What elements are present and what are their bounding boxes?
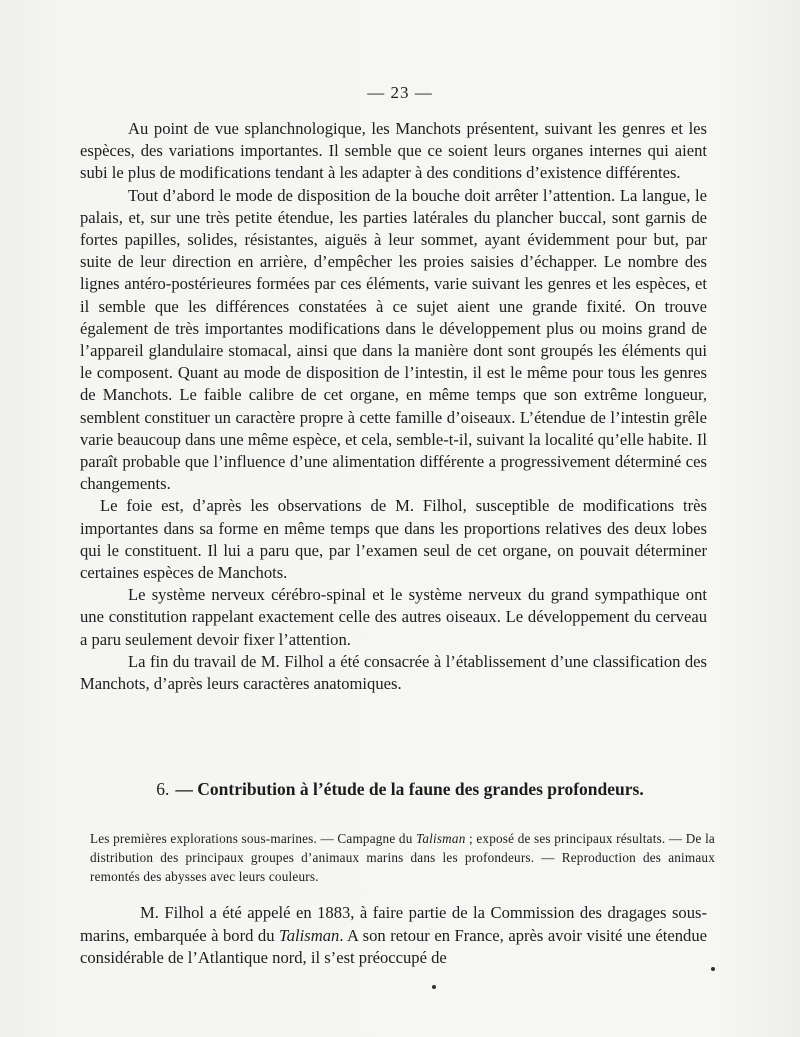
print-speck bbox=[432, 985, 436, 989]
section-summary bbox=[90, 829, 715, 886]
summary-paragraph bbox=[90, 829, 715, 886]
section-title: — Contribution à l’étude de la faune des grandes profondeurs. bbox=[175, 779, 644, 799]
closing-text-2: . A son retour en France, après avoir visité une étendue considérable de l’Atlantique nord, il s’est préoccupé de bbox=[80, 925, 707, 968]
summary-text-2: ; exposé de ses principaux résultats. — De la distribution des principaux groupes d’animaux marins dans les profondeurs. — Reproduction des animaux remontés des abysses avec leurs couleurs. bbox=[90, 831, 715, 884]
section-number: 6. bbox=[156, 779, 170, 799]
section-heading bbox=[0, 779, 800, 800]
page-number: — 23 — bbox=[367, 83, 433, 102]
paragraph: Le système nerveux cérébro-spinal et le système nerveux du grand sympathique ont une constitution rappelant exactement celle des autres oiseaux. Le développement du cerveau a paru seulement devoir fixer l’attention. bbox=[80, 585, 707, 649]
closing-text bbox=[80, 902, 707, 970]
paragraph: Tout d’abord le mode de disposition de la bouche doit arrêter l’attention. La langue, le palais, et, sur une très petite étendue, les parties latérales du plancher buccal, sont garnis de fortes papilles, solides, résistantes, aiguës à leur sommet, ayant évidemment pour but, par suite de leur direction en arrière, d’empêcher les proies saisies d’échapper. Le nombre des lignes antéro-postérieures formées par ces éléments, varie suivant les genres et les espèces, et il semble que les différences constatées à ce sujet aient une grande fixité. On trouve également de très importantes modifications dans le développement plus ou moins grand de l’appareil glandulaire stomacal, ainsi que dans la manière dont sont groupés les éléments qui le composent. Quant au mode de disposition de l’intestin, il est le même pour tous les genres de Manchots. Le faible calibre de cet organe, en même temps que son extrême longueur, semblent constituer un caractère propre à cette famille d’oiseaux. L’étendue de l’intestin grêle varie beaucoup dans une même espèce, et cela, semble-t-il, suivant la localité qu’elle habite. Il paraît probable que l’influence d’une alimentation différente a progressivement déterminé ces changements. bbox=[80, 185, 707, 494]
paragraph: Au point de vue splanchnologique, les Manchots présentent, suivant les genres et les espèces, des variations importantes. Il semble que ce soient leurs organes internes qui aient subi le plus de modifications tendant à les adapter à des conditions d’existence différentes. bbox=[80, 119, 707, 183]
summary-ship-name: Talisman bbox=[416, 831, 466, 846]
closing-ship-name: Talisman bbox=[279, 925, 340, 945]
closing-text-1: M. Filhol a été appelé en 1883, à faire partie de la Commission des dragages sous-marins, embarquée à bord du bbox=[80, 903, 707, 945]
paragraph: Le foie est, d’après les observations de M. Filhol, susceptible de modifications très importantes dans sa forme en même temps que dans les proportions relatives des deux lobes qui le constituent. Il lui a paru que, par l’examen seul de cet organe, on pouvait déterminer certaines espèces de Manchots. bbox=[80, 496, 707, 583]
body-text bbox=[80, 118, 707, 695]
print-speck bbox=[711, 967, 715, 971]
paragraph: La fin du travail de M. Filhol a été consacrée à l’établissement d’une classification des Manchots, d’après leurs caractères anatomiques. bbox=[80, 651, 707, 694]
closing-paragraph bbox=[80, 902, 707, 970]
summary-text-1: Les premières explorations sous-marines. — Campagne du bbox=[90, 831, 416, 846]
